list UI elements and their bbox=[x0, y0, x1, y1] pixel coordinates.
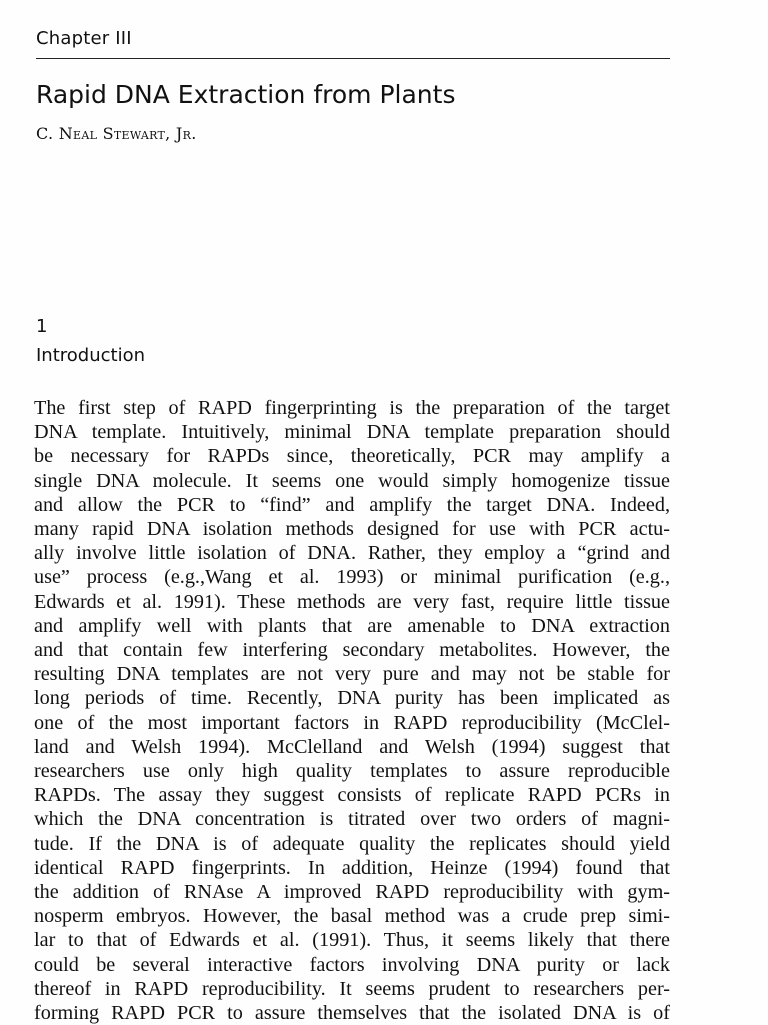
body-line: single DNA molecule. It seems one would simply homogenize tissue bbox=[34, 469, 670, 492]
body-line: and amplify well with plants that are amenable to DNA extraction bbox=[34, 614, 670, 637]
body-line: lar to that of Edwards et al. (1991). Thus, it seems likely that there bbox=[34, 929, 670, 952]
body-line: use” process (e.g.,Wang et al. 1993) or minimal purification (e.g., bbox=[34, 566, 670, 589]
body-line: identical RAPD fingerprints. In addition, Heinze (1994) found that bbox=[34, 856, 670, 879]
body-line: ally involve little isolation of DNA. Rather, they employ a “grind and bbox=[34, 542, 670, 565]
body-line: The first step of RAPD fingerprinting is the preparation of the target bbox=[34, 397, 670, 419]
body-line: one of the most important factors in RAPD reproducibility (McClel- bbox=[34, 711, 670, 734]
body-paragraph bbox=[34, 396, 670, 1025]
body-line: forming RAPD PCR to assure themselves that the isolated DNA is of bbox=[34, 1002, 670, 1025]
body-line: resulting DNA templates are not very pure and may not be stable for bbox=[34, 663, 670, 686]
body-line: nosperm embryos. However, the basal method was a crude prep simi- bbox=[34, 905, 670, 928]
body-line: many rapid DNA isolation methods designed for use with PCR actu- bbox=[34, 518, 670, 541]
body-line: land and Welsh 1994). McClelland and Welsh (1994) suggest that bbox=[34, 735, 670, 758]
chapter-label: Chapter III bbox=[36, 28, 132, 49]
body-line: RAPDs. The assay they suggest consists of replicate RAPD PCRs in bbox=[34, 784, 670, 807]
body-line: researchers use only high quality templates to assure reproducible bbox=[34, 760, 670, 783]
body-line: the addition of RNAse A improved RAPD reproducibility with gym- bbox=[34, 881, 670, 904]
section-number: 1 bbox=[36, 316, 48, 337]
body-line: Edwards et al. 1991). These methods are very fast, require little tissue bbox=[34, 590, 670, 613]
body-line: and allow the PCR to “find” and amplify the target DNA. Indeed, bbox=[34, 493, 670, 516]
section-title: Introduction bbox=[36, 345, 146, 366]
body-line: tude. If the DNA is of adequate quality the replicates should yield bbox=[34, 832, 670, 855]
header-rule bbox=[36, 58, 670, 59]
author-name: C. Neal Stewart, Jr. bbox=[36, 124, 197, 143]
body-line: be necessary for RAPDs since, theoretically, PCR may amplify a bbox=[34, 445, 670, 468]
body-line: long periods of time. Recently, DNA purity has been implicated as bbox=[34, 687, 670, 710]
body-line: DNA template. Intuitively, minimal DNA template preparation should bbox=[34, 421, 670, 444]
body-line: thereof in RAPD reproducibility. It seems prudent to researchers per- bbox=[34, 977, 670, 1000]
chapter-title: Rapid DNA Extraction from Plants bbox=[36, 80, 456, 109]
body-line: could be several interactive factors involving DNA purity or lack bbox=[34, 953, 670, 976]
body-line: which the DNA concentration is titrated over two orders of magni- bbox=[34, 808, 670, 831]
body-line: and that contain few interfering secondary metabolites. However, the bbox=[34, 639, 670, 662]
